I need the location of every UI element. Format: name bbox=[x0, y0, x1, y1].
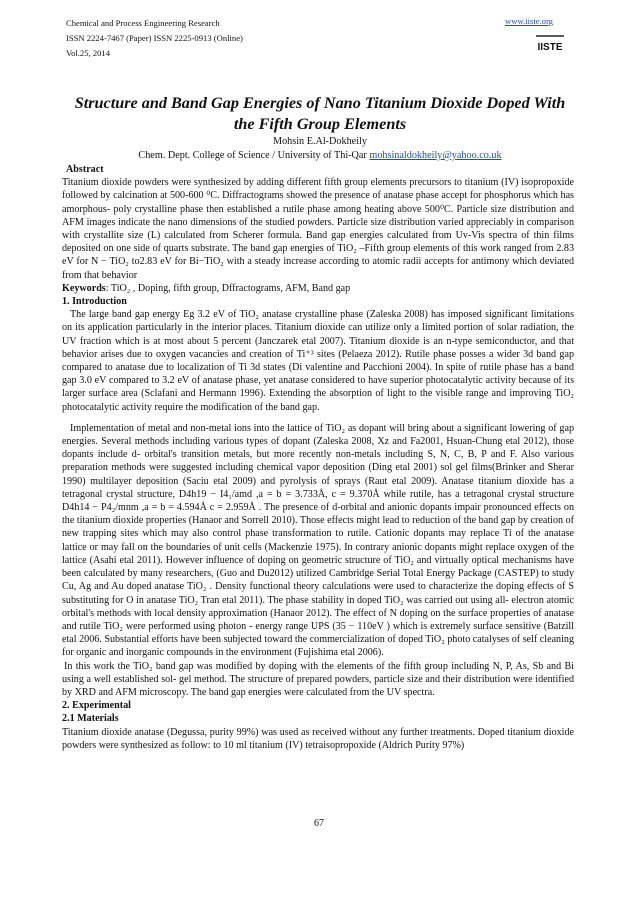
intro-paragraph-3: In this work the TiO₂ band gap was modified by doping with the elements of the fifth group including N, P, As, Sb and Bi using a well established sol- gel method. The structure of prepared powders, particle size and their distribution were identified by XRD and AFM microscopy. The band gap energies were calculated from the UV spectra. bbox=[62, 660, 574, 698]
journal-name: Chemical and Process Engineering Research bbox=[66, 18, 220, 28]
journal-volume: Vol.25, 2014 bbox=[66, 48, 111, 58]
materials-heading: 2.1 Materials bbox=[62, 713, 119, 725]
abstract-heading: Abstract bbox=[66, 164, 104, 175]
introduction-heading: 1. Introduction bbox=[62, 296, 127, 308]
affiliation bbox=[66, 149, 574, 163]
journal-header bbox=[66, 16, 574, 61]
iiste-logo bbox=[530, 30, 570, 56]
author-name: Mohsin E.Al-Dokheily bbox=[273, 136, 367, 147]
intro-paragraph-2: Implementation of metal and non-metal ions into the lattice of TiO₂ as dopant will bring about a significant lowering of gap energies. Several methods including various types of dopant (Zaleska 2008, Xz and Fa2001, Hsuan-Chung etal 2012), those dopants include d- orbital's transition metals, but more recently non-metals including S, N, C, B, P and F. Also various preparation methods were suggested including chemical vapor deposition (Ding etal 2001) sol gel films(Brinker and Sherar 1990) multilayer deposition (Saciu etal 2009) and pyrolysis of sprays (Raut etal 2009). Anatase titanium dioxide has a tetragonal crystal structure, D4h19 − I4₁/amd ,a = b = 3.733Å, c = 9.370Å while rutile, has a tetragonal crystal structure D4h14 − P4₂/mnm ,a = b = 4.594Å c = 2.959Å . The presence of d-orbital and anionic dopants impair pronounced effects on the titanium dioxide properties (Hanaor and Sorrell 2010). Those effects might lead to reduction of the band gap by creation of new trapping sites which may also control phase transformation to rutile. Cationic dopants may replace Ti of the anatase lattice or may fall on the boundaries of unit cells (Mackenzie 1975). In contrary anionic dopants might replace oxygen of the lattice (Asahi etal 2011). However influence of doping on geometric structure of TiO₂ and virtually optical mechanisms have been calculated by many researchers, (Guo and Du2012) utilized Cambridge Serial Total Energy Package (CASTEP) to study Cu, Ag and Au doped anatase TiO₂ . Density functional theory calculations were used to characterize the doping effects of S substituting for O in anatase TiO₂ Tran etal 2011). The phase stability in doped TiO₂ was carried out using all- electron atomic orbital's methods with local density approximation (Hanaor 2012). The effect of N doping on the surface properties of anatase and rutile TiO₂ were performed using photon - energy range UPS (35 − 110eV ) which is extremely surface sensitive (Batzill etal 2006. Substantial efforts have been subjected toward the commercialization of doped TiO₂ photo catalyses of self cleaning for organic and inorganic compounds in the environment (Fujishima etal 2006). bbox=[62, 422, 574, 659]
keywords-label: Keywords bbox=[62, 282, 106, 294]
keywords-text: : TiO₂ , Doping, fifth group, Dffractograms, AFM, Band gap bbox=[105, 282, 351, 294]
author-block bbox=[66, 135, 574, 163]
paper-title: Structure and Band Gap Energies of Nano Titanium Dioxide Doped With the Fifth Group Elements bbox=[74, 94, 566, 133]
journal-url-link[interactable]: www.iiste.org bbox=[505, 16, 553, 26]
experimental-heading: 2. Experimental bbox=[62, 700, 131, 712]
author-email-link[interactable]: mohsinaldokheily@yahoo.co.uk bbox=[369, 150, 502, 161]
journal-issn: ISSN 2224-7467 (Paper) ISSN 2225-0913 (Online) bbox=[66, 33, 243, 43]
abstract-text: Titanium dioxide powders were synthesized by adding different fifth group elements precursors to titanium (IV) isopropoxide followed by calcination at 500-600 ⁰C. Diffractograms showed the presence of anatase phase accept for phosphorus which has amorphous- poly crystalline phase then established a rutile phase among heating above 500⁰C. Particle size distribution and AFM images indicate the nano dimensions of the studied powders. Particle size distribution varied appreciably in comparison with crystallite size (L) calculated from Scherer formula. Band gap energies calculated from Uv-Vis spectra of thin films deposited on one side of quarts substrate. The band gap energies of TiO₂ –Fifth group elements of this work ranged from 2.83 eV for N − TiO₂ to2.83 eV for Bi−TiO₂ with a steady increase according to atomic radii accepts for antimony which deviated from that behavior bbox=[62, 177, 574, 281]
keywords-line bbox=[62, 282, 574, 295]
intro-paragraph-1: The large band gap energy Eg 3.2 eV of TiO₂ anatase crystalline phase (Zaleska 2008) has imposed significant limitations on its application particularly in the interior places. Titanium dioxide can utilize only a limited portion of solar radiation, the UV fraction which is at most about 5 percent (Janczarek etal 2007). Titanium dioxide is an n-type semiconductor, and that behavior arises due to oxygen vacancies and creation of Ti⁺³ sites (Pelaeza 2012). Rutile phase posses a wider 3d band gap compared to anatase due to localization of Ti 3d states (Di valentine and Pacchioni 2004). In spite of rutile phase has a band gap 3.0 eV compared to 3.2 eV of anatase phase, yet anatase considered to have superior photocatalytic activity because of its larger surface area (Sclafani and Hermann 1996). Extending the absorption of light to the visible range and improving TiO₂ photocatalytic activity require the modification of the band gap. bbox=[62, 309, 574, 413]
page-number: 67 bbox=[314, 818, 324, 829]
paper-body bbox=[62, 163, 574, 752]
materials-text: Titanium dioxide anatase (Degussa, purity 99%) was used as received without any further treatments. Doped titanium dioxide powders were synthesized as follow: to 10 ml titanium (IV) tetraisopropoxide (Aldrich Purity 97%) bbox=[62, 726, 574, 751]
logo-text: IISTE bbox=[537, 42, 563, 53]
affiliation-text: Chem. Dept. College of Science / University of Thi-Qar bbox=[138, 150, 367, 161]
